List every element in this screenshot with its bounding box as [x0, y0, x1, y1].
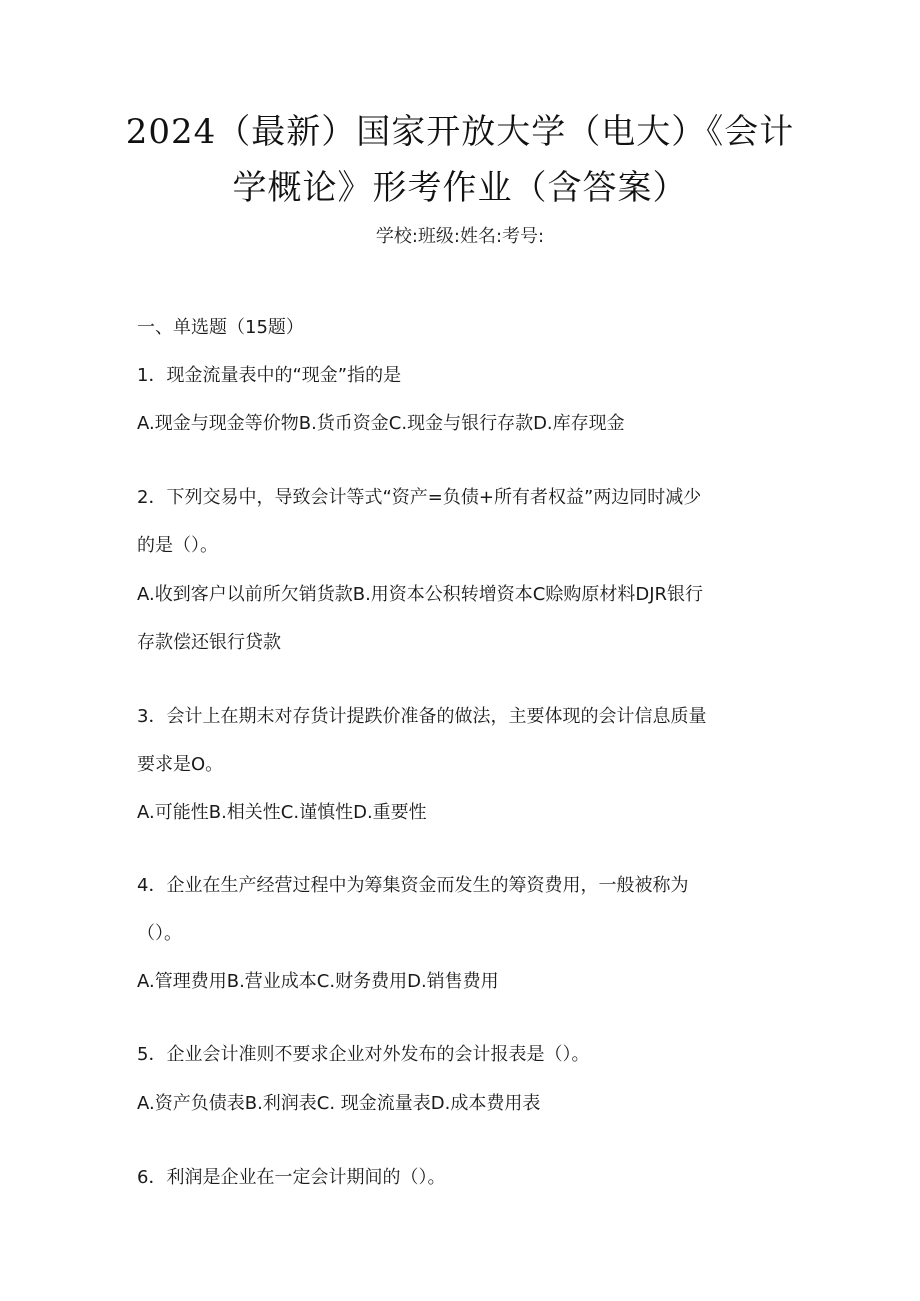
question-4-stem-line-2: （）。 — [137, 923, 182, 944]
question-5-stem: 5．企业会计准则不要求企业对外发布的会计报表是（）。 — [137, 1044, 590, 1065]
student-info-line: 学校:班级:姓名:考号: — [375, 226, 545, 247]
title-line-1: 2024（最新）国家开放大学（电大）《会计 — [125, 112, 795, 152]
question-3-options: A.可能性B.相关性C.谨慎性D.重要性 — [137, 802, 427, 823]
question-1-options: A.现金与现金等价物B.货币资金C.现金与银行存款D.库存现金 — [137, 413, 625, 434]
question-2-options-line-2: 存款偿还银行贷款 — [137, 632, 281, 653]
section-heading: 一、单选题（15题） — [137, 317, 304, 338]
question-2-stem-line-2: 的是（）。 — [137, 535, 218, 556]
question-4-options: A.管理费用B.营业成本C.财务费用D.销售费用 — [137, 971, 499, 992]
question-3-stem-line-2: 要求是O。 — [137, 754, 224, 775]
question-4-stem-line-1: 4．企业在生产经营过程中为筹集资金而发生的筹资费用，一般被称为 — [137, 875, 689, 896]
question-3-stem-line-1: 3．会计上在期末对存货计提跌价准备的做法，主要体现的会计信息质量 — [137, 706, 707, 727]
question-5-options: A.资产负债表B.利润表C. 现金流量表D.成本费用表 — [137, 1093, 541, 1114]
question-1-stem: 1．现金流量表中的“现金”指的是 — [137, 365, 402, 386]
question-2-stem-line-1: 2．下列交易中，导致会计等式“资产=负债+所有者权益”两边同时减少 — [137, 487, 702, 508]
question-2-options-line-1: A.收到客户以前所欠销货款B.用资本公积转增资本C赊购原材料DJR银行 — [137, 584, 704, 605]
question-6-stem: 6．利润是企业在一定会计期间的（）。 — [137, 1167, 446, 1188]
title-line-2: 学概论》形考作业（含答案） — [232, 168, 688, 208]
document-title — [120, 104, 800, 216]
